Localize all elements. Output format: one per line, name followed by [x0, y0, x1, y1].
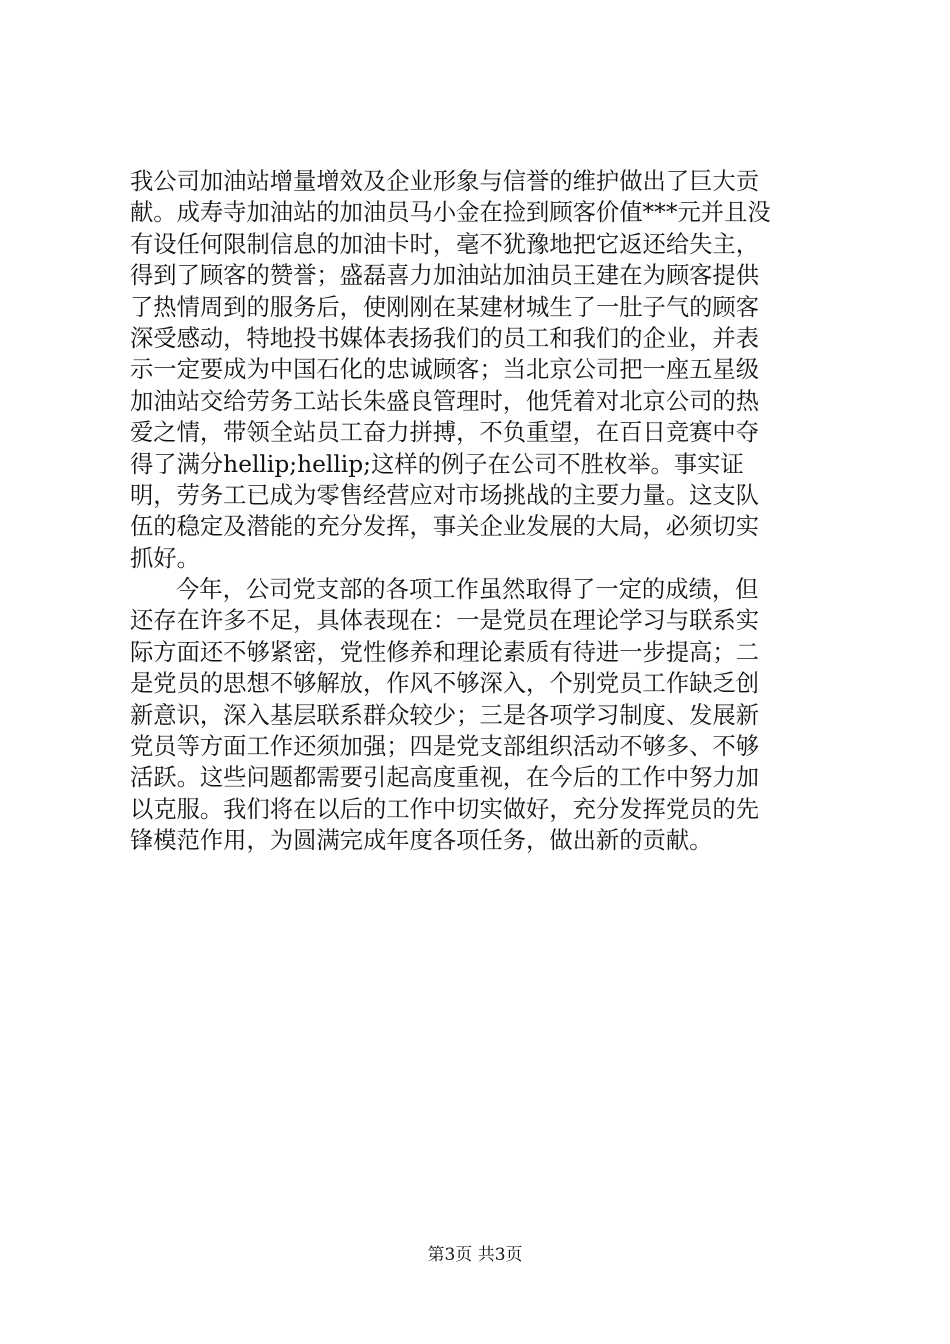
text-line: 是党员的思想不够解放，作风不够深入，个别党员工作缺乏创 [130, 670, 760, 698]
text-line: 锋模范作用，为圆满完成年度各项任务，做出新的贡献。 [130, 827, 713, 855]
page-number-footer: 第3页 共3页 [427, 1245, 523, 1265]
text-line: 示一定要成为中国石化的忠诚顾客；当北京公司把一座五星级 [130, 356, 760, 384]
text-line: 得了满分hellip;hellip;这样的例子在公司不胜枚举。事实证 [130, 450, 744, 478]
text-line: 得到了顾客的赞誉；盛磊喜力加油站加油员王建在为顾客提供 [130, 262, 760, 290]
paragraph-start-line: 今年，公司党支部的各项工作虽然取得了一定的成绩，但 [176, 576, 759, 604]
text-line: 加油站交给劳务工站长朱盛良管理时，他凭着对北京公司的热 [130, 387, 760, 415]
text-line: 爱之情，带领全站员工奋力拼搏，不负重望，在百日竞赛中夺 [130, 419, 760, 447]
body-text [130, 166, 820, 857]
text-line: 明，劳务工已成为零售经营应对市场挑战的主要力量。这支队 [130, 481, 760, 509]
text-line: 深受感动，特地投书媒体表扬我们的员工和我们的企业，并表 [130, 324, 760, 352]
text-line: 伍的稳定及潜能的充分发挥，事关企业发展的大局，必须切实 [130, 513, 760, 541]
text-line: 了热情周到的服务后，使刚刚在某建材城生了一肚子气的顾客 [130, 293, 760, 321]
text-line: 我公司加油站增量增效及企业形象与信誉的维护做出了巨大贡 [130, 168, 760, 195]
text-line: 还存在许多不足，具体表现在：一是党员在理论学习与联系实 [130, 607, 760, 635]
text-line: 际方面还不够紧密，党性修养和理论素质有待进一步提高；二 [130, 638, 760, 666]
text-line: 活跃。这些问题都需要引起高度重视，在今后的工作中努力加 [130, 764, 760, 792]
text-line: 抓好。 [130, 544, 200, 572]
text-line: 新意识，深入基层联系群众较少；三是各项学习制度、发展新 [130, 701, 760, 729]
text-line: 有设任何限制信息的加油卡时，毫不犹豫地把它返还给失主， [130, 230, 760, 258]
text-line: 献。成寿寺加油站的加油员马小金在捡到顾客价值***元并且没 [130, 199, 771, 227]
text-line: 党员等方面工作还须加强；四是党支部组织活动不够多、不够 [130, 733, 760, 761]
text-line: 以克服。我们将在以后的工作中切实做好，充分发挥党员的先 [130, 795, 760, 823]
